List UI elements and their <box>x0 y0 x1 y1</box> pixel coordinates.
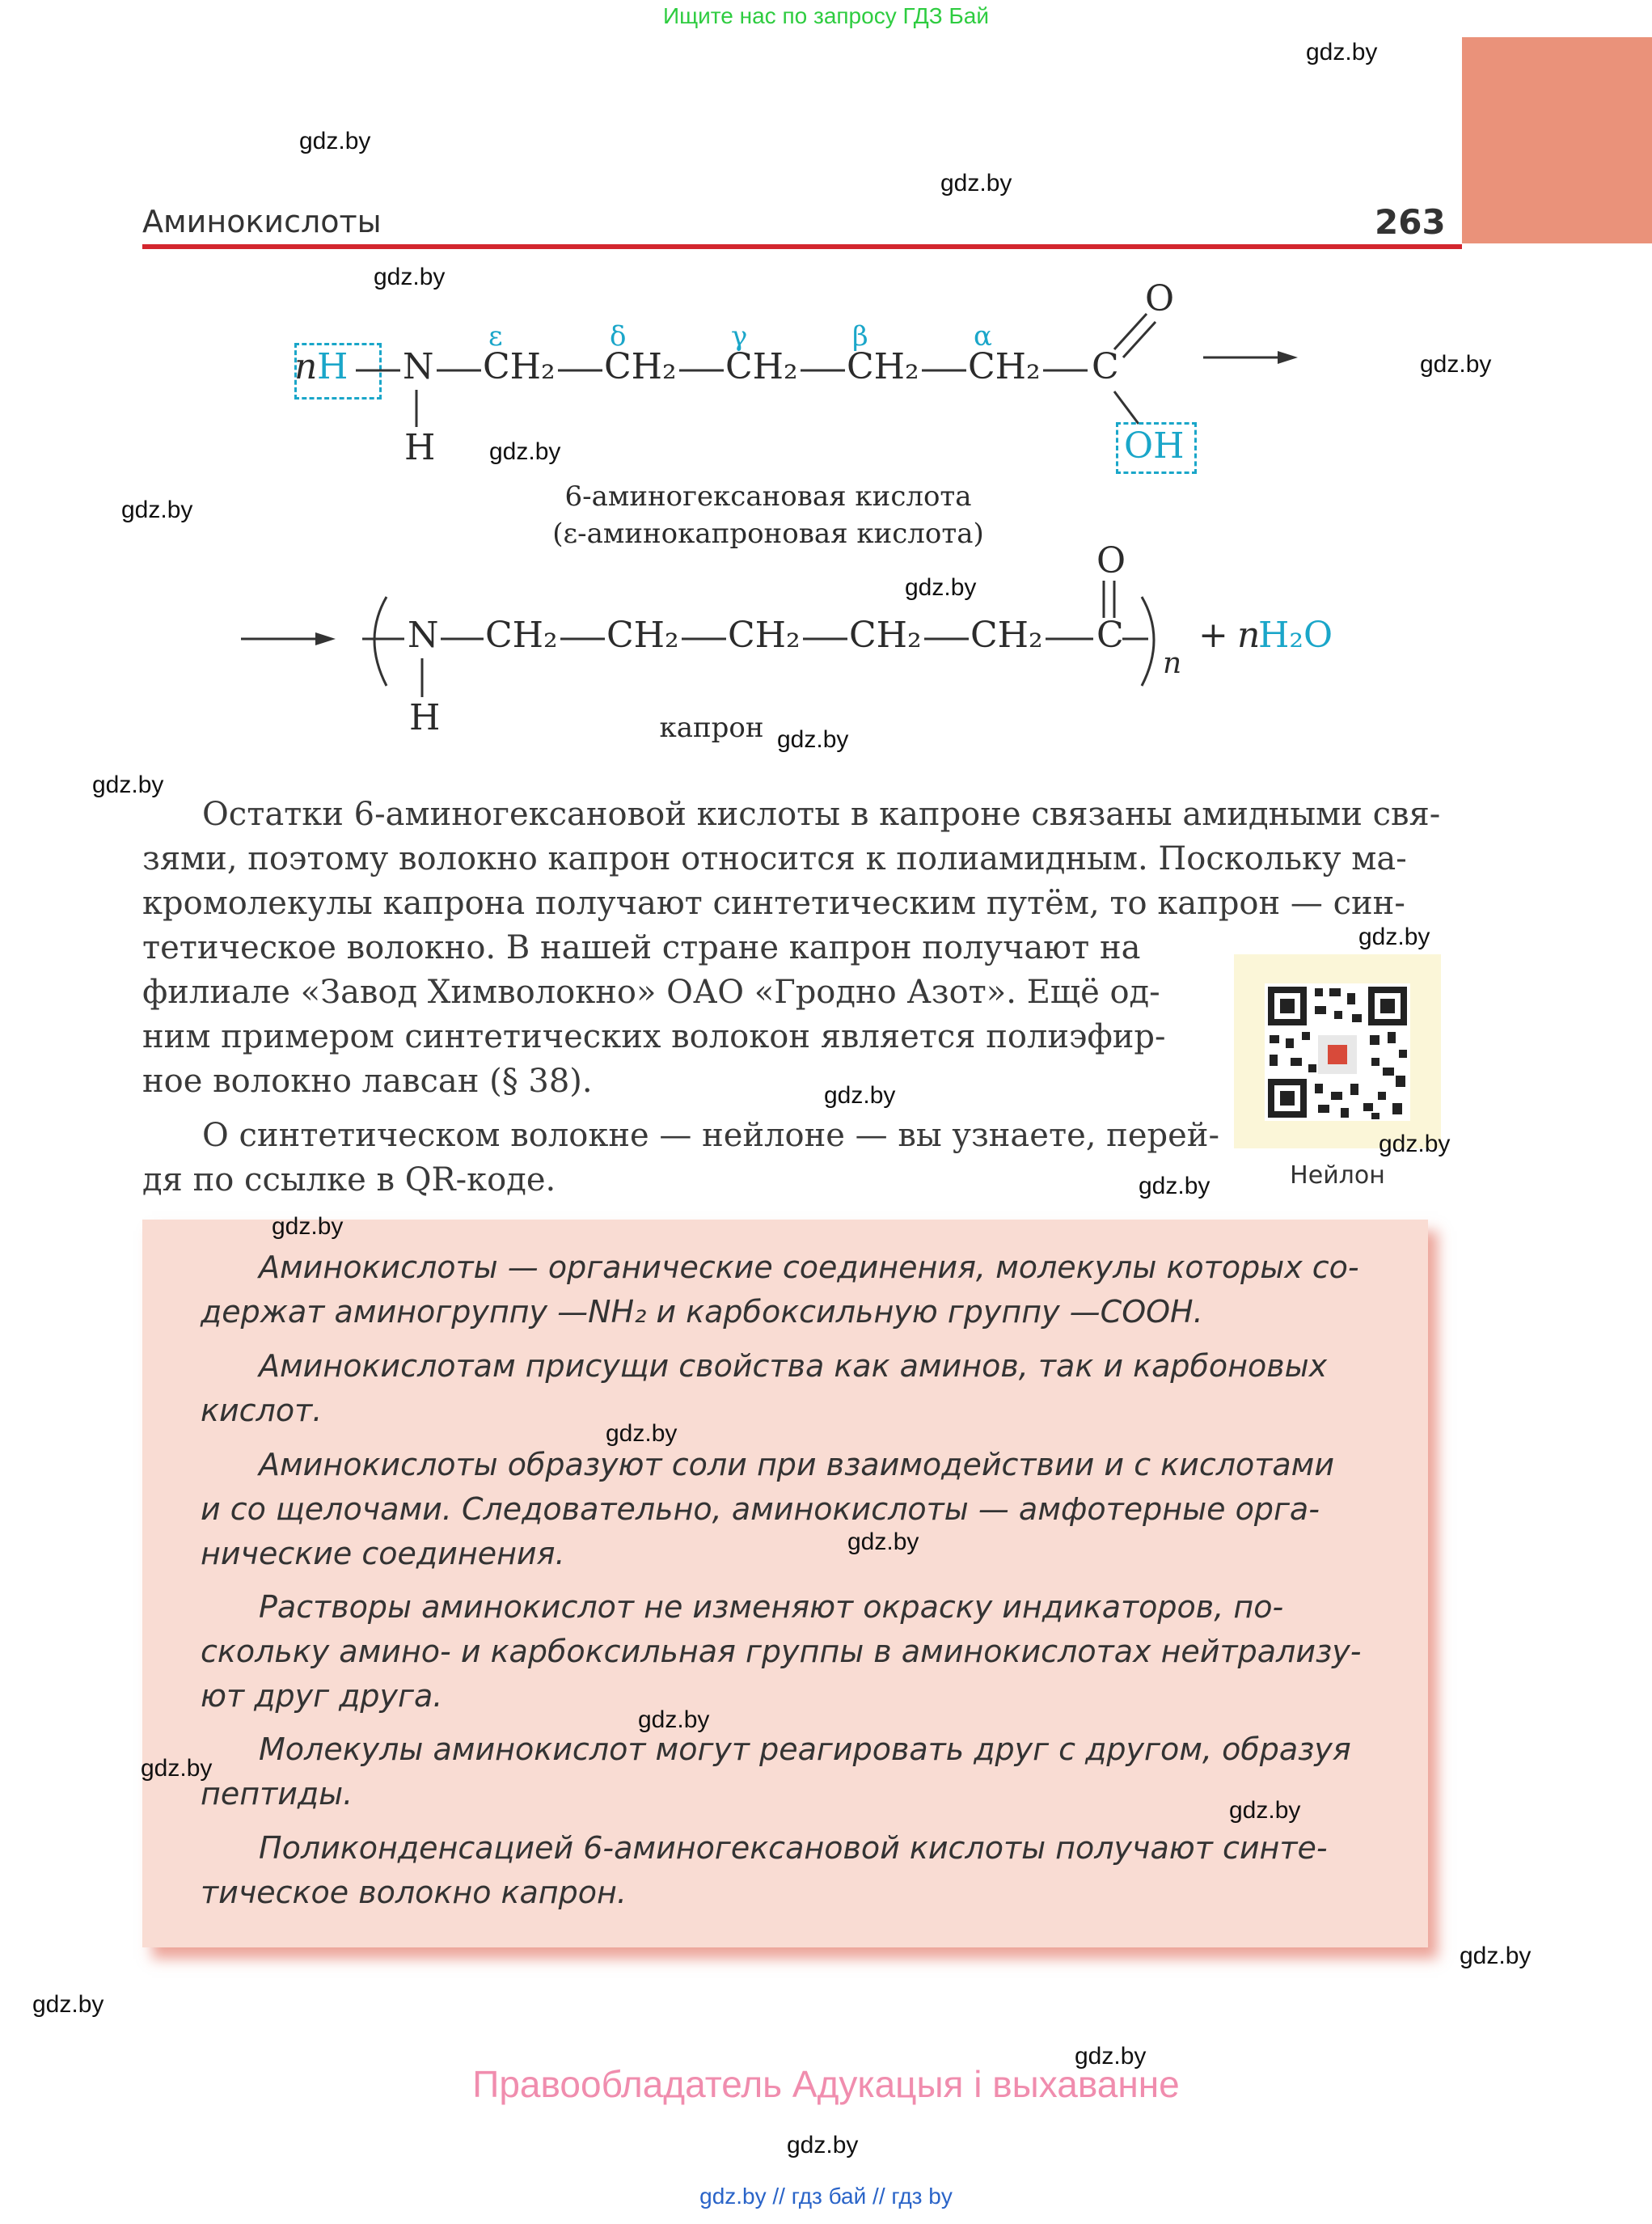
summary-item <box>201 1344 1327 1433</box>
greek-alpha: α <box>974 320 992 353</box>
watermark: gdz.by <box>606 1420 678 1447</box>
watermark: gdz.by <box>92 772 164 798</box>
greek-gamma: γ <box>731 320 748 353</box>
watermark: gdz.by <box>272 1213 344 1240</box>
summary-item <box>201 1585 1361 1719</box>
right-bracket <box>1142 597 1154 686</box>
summary-box <box>142 1220 1428 1947</box>
paragraph-nylon <box>142 1114 1219 1203</box>
carboxyl-carbon: C <box>1092 346 1119 387</box>
summary-item <box>201 1245 1359 1334</box>
polymer-ch2-2: CH₂ <box>606 615 679 656</box>
monomer-caption-name: 6-аминогексановая кислота <box>564 480 972 513</box>
polymer-subscript-n: n <box>1163 647 1182 680</box>
summary-line: Поликонденсацией 6-аминогексановой кислоты получают синте- <box>259 1830 1328 1866</box>
watermark: gdz.by <box>299 128 371 154</box>
watermark: gdz.by <box>1075 2043 1147 2070</box>
polymer-ch2-1: CH₂ <box>485 615 558 656</box>
greek-delta: δ <box>610 320 627 353</box>
summary-line: скольку амино- и карбоксильная группы в аминокислотах нейтрализу- <box>201 1634 1362 1669</box>
paragraph-line: ним примером синтетических волокон является полиэфир- <box>142 1018 1166 1055</box>
watermark: gdz.by <box>1460 1943 1532 1969</box>
summary-line: держат аминогруппу —NH₂ и карбоксильную группу —COOH. <box>201 1294 1203 1330</box>
summary-line: ют друг друга. <box>201 1678 443 1714</box>
paragraph-line: филиале «Завод Химволокно» ОАО «Гродно Азот». Ещё од- <box>142 974 1160 1011</box>
polymer-ch2-5: CH₂ <box>970 615 1043 656</box>
watermark: gdz.by <box>1420 351 1492 378</box>
polymer-bonds <box>0 0 1652 768</box>
watermark: gdz.by <box>121 497 193 523</box>
page-number: 263 <box>1375 202 1446 242</box>
hydroxyl-group: OH <box>1124 425 1185 467</box>
greek-epsilon: ε <box>488 320 503 353</box>
left-bracket <box>374 597 387 686</box>
watermark: gdz.by <box>1306 39 1378 66</box>
qr-code-panel[interactable] <box>1234 954 1441 1148</box>
watermark: gdz.by <box>1379 1131 1451 1157</box>
reaction-arrow-2-head <box>315 632 336 645</box>
qr-caption: Нейлон <box>1290 1161 1385 1190</box>
summary-line: Растворы аминокислот не изменяют окраску индикаторов, по- <box>259 1589 1284 1625</box>
water-molecule: H₂O <box>1258 615 1333 656</box>
page-header-title: Аминокислоты <box>142 204 382 239</box>
ch2-group-4: CH₂ <box>847 346 919 387</box>
paragraph-line: ное волокно лавсан (§ 38). <box>142 1063 593 1100</box>
removed-hydrogen: H <box>317 346 349 387</box>
paragraph-line: О синтетическом волокне — нейлоне — вы узнаете, перей- <box>202 1117 1219 1154</box>
paragraph-line: Остатки 6-аминогексановой кислоты в капроне связаны амидными свя- <box>202 796 1441 833</box>
summary-line: пептиды. <box>201 1776 353 1812</box>
polymer-ch2-3: CH₂ <box>728 615 801 656</box>
watermark: gdz.by <box>1358 924 1430 950</box>
footer-links[interactable]: gdz.by // гдз бай // гдз by <box>699 2184 953 2209</box>
watermark: gdz.by <box>1139 1173 1210 1199</box>
top-search-banner[interactable]: Ищите нас по запросу ГДЗ Бай <box>662 3 990 28</box>
paragraph-line: дя по ссылке в QR-коде. <box>142 1161 556 1199</box>
watermark: gdz.by <box>905 574 977 601</box>
water-coefficient: n <box>1237 615 1261 656</box>
watermark: gdz.by <box>787 2132 859 2158</box>
summary-line: Аминокислотам присущи свойства как аминов, так и карбоновых <box>259 1348 1328 1384</box>
carbonyl-oxygen: O <box>1145 278 1175 319</box>
ch2-group-5: CH₂ <box>968 346 1041 387</box>
polymer-amide-hydrogen: H <box>409 697 441 738</box>
ch2-group-1: CH₂ <box>483 346 556 387</box>
paragraph-line: тетическое волокно. В нашей стране капрон получают на <box>142 929 1141 966</box>
footer-copyright: Правообладатель Адукацыя і выхаванне <box>472 2063 1180 2105</box>
watermark: gdz.by <box>638 1706 710 1733</box>
summary-line: тическое волокно капрон. <box>201 1875 627 1910</box>
n-coefficient: n <box>294 346 318 387</box>
polymer-oxygen: O <box>1096 540 1126 581</box>
polymer-carbon: C <box>1096 615 1124 656</box>
amine-nitrogen: N <box>403 346 434 387</box>
summary-line: Аминокислоты образуют соли при взаимодействии и с кислотами <box>259 1447 1335 1482</box>
summary-line: нические соединения. <box>201 1536 565 1571</box>
summary-line: Молекулы аминокислот могут реагировать друг с другом, образуя <box>259 1731 1351 1767</box>
watermark: gdz.by <box>141 1755 213 1782</box>
polymer-ch2-4: CH₂ <box>849 615 922 656</box>
summary-item <box>201 1826 1328 1915</box>
summary-item <box>201 1443 1334 1576</box>
watermark: gdz.by <box>1229 1797 1301 1824</box>
qr-code-icon[interactable] <box>1234 954 1441 1148</box>
watermark: gdz.by <box>777 726 849 753</box>
polymer-nitrogen: N <box>408 615 439 656</box>
ch2-group-2: CH₂ <box>604 346 677 387</box>
plus-sign: + <box>1198 615 1228 656</box>
monomer-caption-alt-name: (ε-аминокапроновая кислота) <box>552 518 984 550</box>
summary-line: кислот. <box>201 1393 323 1428</box>
watermark: gdz.by <box>489 438 561 465</box>
watermark: gdz.by <box>32 1991 104 2018</box>
greek-beta: β <box>852 320 868 353</box>
paragraph-line: зями, поэтому волокно капрон относится к полиамидным. Поскольку ма- <box>142 840 1407 877</box>
amine-hydrogen: H <box>404 427 436 468</box>
ch2-group-3: CH₂ <box>725 346 798 387</box>
watermark: gdz.by <box>374 264 446 290</box>
summary-line: Аминокислоты — органические соединения, молекулы которых со- <box>259 1249 1359 1285</box>
watermark: gdz.by <box>824 1082 896 1109</box>
summary-line: и со щелочами. Следовательно, аминокислоты — амфотерные орга- <box>201 1491 1320 1527</box>
watermark: gdz.by <box>847 1528 919 1555</box>
polymer-caption: капрон <box>659 712 764 744</box>
paragraph-line: кромолекулы капрона получают синтетическим путём, то капрон — син- <box>142 885 1405 922</box>
summary-item <box>201 1727 1351 1816</box>
watermark: gdz.by <box>940 170 1012 197</box>
